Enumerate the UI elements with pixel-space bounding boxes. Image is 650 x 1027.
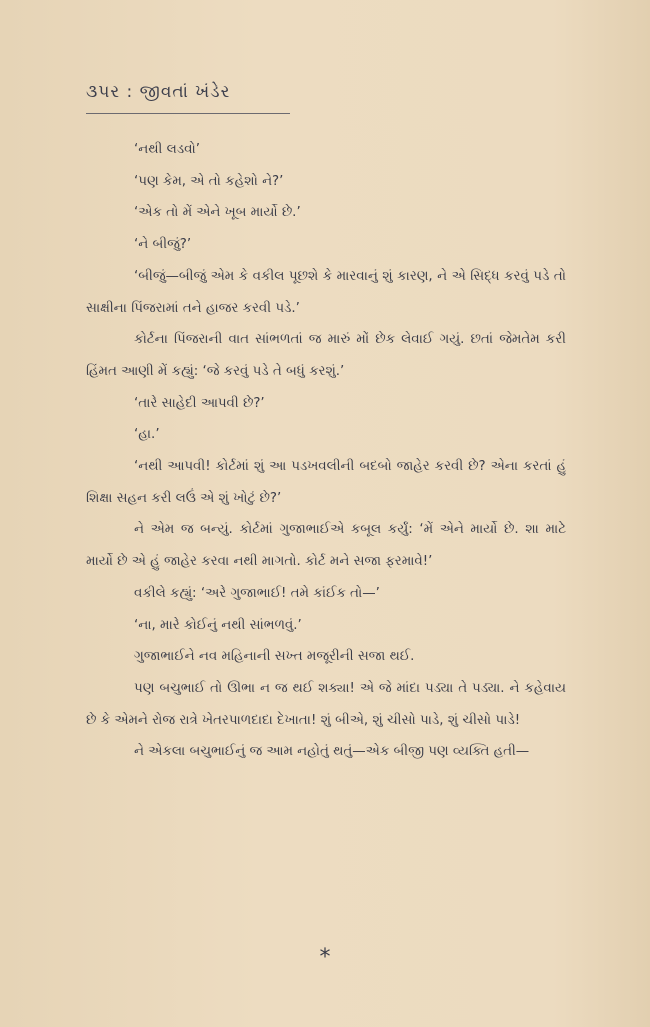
section-ornament: * xyxy=(319,945,331,970)
paragraph: ‘તારે સાહેદી આપવી છે?’ xyxy=(134,395,265,411)
paragraph: ‘બીજું—બીજું એમ કે વકીલ પૂછશે કે મારવાનું શું કારણ, ને એ સિદ્ધ કરવું પડે તો સાક્ષીના પિંજરામાં તને હાજર કરવી પડે.’ xyxy=(86,268,566,316)
paragraph: પણ બચુભાઈ તો ઊભા ન જ થઈ શક્યા! એ જે માંદા પડ્યા તે પડ્યા. ને કહેવાય છે કે એમને રોજ રાત્રે ખેતરપાળદાદા દેખાતા! શું બીએ, શું ચીસો પાડે, શું ચીસો પાડે! xyxy=(86,680,566,728)
paragraph: ને એમ જ બન્યું. કોર્ટમાં ગુજાભાઈએ કબૂલ કર્યું: ‘મેં એને માર્યો છે. શા માટે માર્યો છે એ હું જાહેર કરવા નથી માગતો. કોર્ટ મને સજા ફરમાવે!’ xyxy=(86,522,566,570)
header-rule xyxy=(86,113,290,114)
paragraph: ‘નથી લડવો’ xyxy=(134,142,201,157)
paragraph: ગુજાભાઈને નવ મહિનાની સખ્ત મજૂરીની સજા થઈ. xyxy=(134,649,415,665)
paragraph: ને એકલા બચુભાઈનું જ આમ નહોતું થતું—એક બીજી પણ વ્યક્તિ હતી— xyxy=(134,744,530,760)
body-text xyxy=(86,134,566,768)
paragraph: ‘એક તો મેં એને ખૂબ માર્યો છે.’ xyxy=(134,205,301,221)
paragraph: કોર્ટના પિંજરાની વાત સાંભળતાં જ મારું મોં છેક લેવાઈ ગયું. છતાં જેમતેમ કરી હિંમત આણી મેં કહ્યું: ‘જે કરવું પડે તે બધું કરશું.’ xyxy=(86,332,566,379)
paragraph: ‘નથી આપવી! કોર્ટમાં શું આ પડખવલીની બદબો જાહેર કરવી છે? એના કરતાં હું શિક્ષા સહન કરી લઉં એ શું ખોટું છે?’ xyxy=(86,459,566,506)
paragraph: ‘પણ કેમ, એ તો કહેશો ને?’ xyxy=(134,173,284,189)
running-head: ૩પર : જીવતાં ખંડેર xyxy=(86,82,231,102)
paragraph: વકીલે કહ્યું: ‘અરે ગુજાભાઈ! તમે કાંઈક તો—’ xyxy=(134,585,380,601)
paragraph: ‘ના, મારે કોઈનું નથી સાંભળવું.’ xyxy=(134,617,302,633)
paragraph: ‘ને બીજું?’ xyxy=(134,237,192,253)
paragraph: ‘હા.’ xyxy=(134,427,160,443)
